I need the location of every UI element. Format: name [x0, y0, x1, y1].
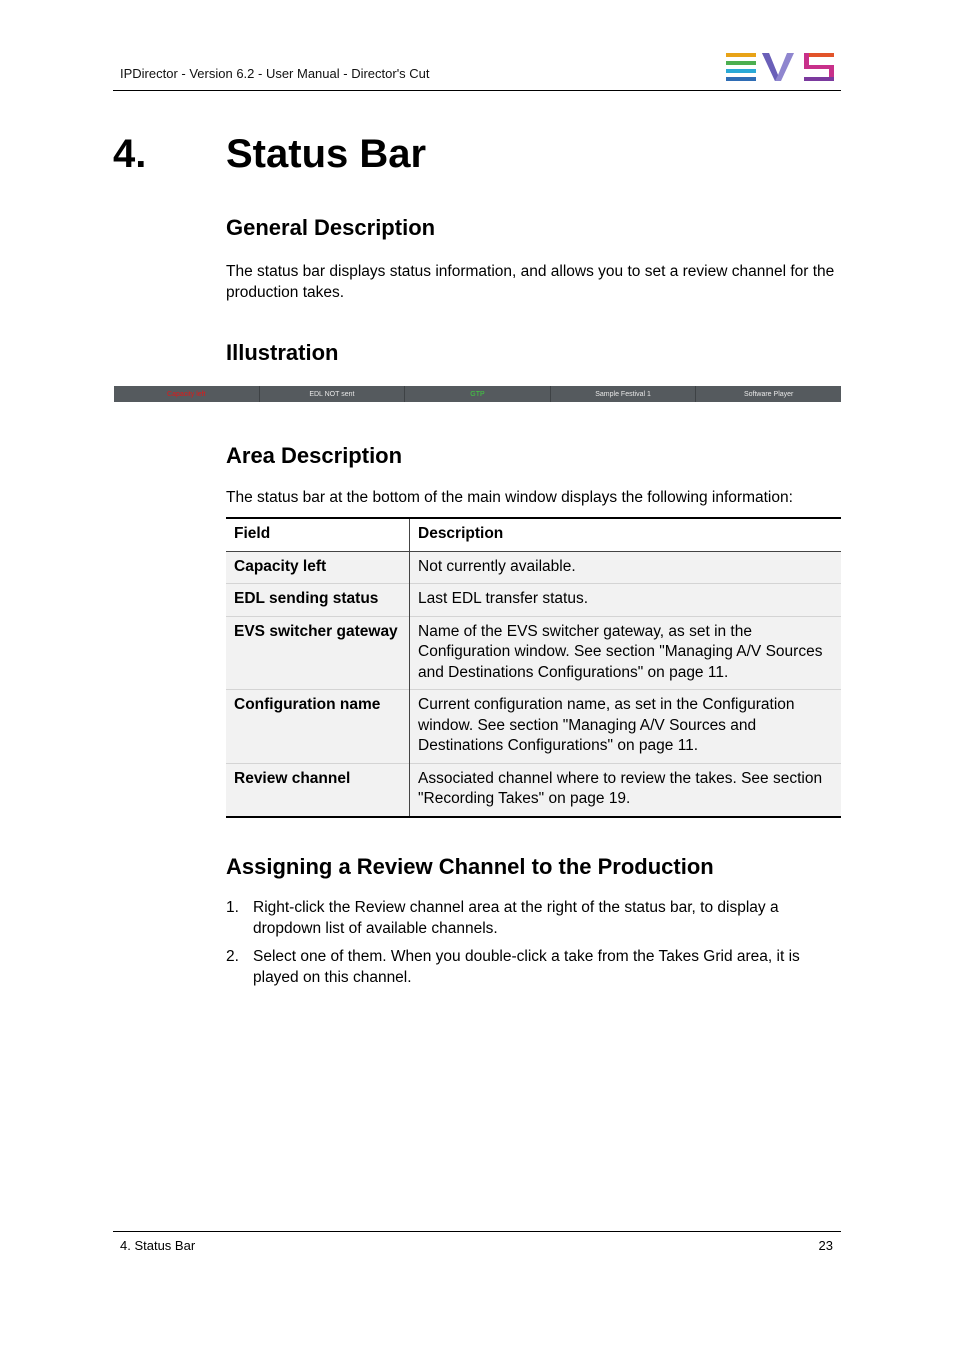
statusbar-configuration-name: Sample Festival 1 — [551, 386, 697, 402]
field-cell: Capacity left — [226, 551, 410, 584]
field-cell: EVS switcher gateway — [226, 616, 410, 690]
field-description-table — [226, 517, 841, 818]
evs-logo — [726, 53, 834, 81]
step-text: Right-click the Review channel area at the right of the status bar, to display a dropdown list of available channels. — [253, 899, 779, 937]
table-row — [226, 551, 841, 584]
step-text: Select one of them. When you double-click a take from the Takes Grid area, it is played on this channel. — [253, 948, 800, 986]
status-bar-illustration — [114, 386, 841, 402]
statusbar-switcher-gateway: GTP — [405, 386, 551, 402]
footer-section: 4. Status Bar — [120, 1238, 196, 1253]
heading-area-description: Area Description — [226, 443, 403, 468]
statusbar-capacity-left: Capacity left — [114, 386, 260, 402]
heading-assign-review-channel: Assigning a Review Channel to the Production — [226, 854, 714, 879]
field-cell: Configuration name — [226, 690, 410, 764]
statusbar-review-channel: Software Player — [743, 390, 794, 398]
table-row — [226, 690, 841, 764]
table-row — [226, 584, 841, 617]
header-rule — [113, 90, 841, 91]
running-header: IPDirector - Version 6.2 - User Manual - Director's Cut — [120, 66, 430, 81]
footer-rule — [113, 1231, 841, 1232]
step-number: 2. — [226, 948, 239, 965]
step-number: 1. — [226, 899, 239, 916]
description-cell: Last EDL transfer status. — [410, 584, 842, 617]
field-cell: Review channel — [226, 763, 410, 817]
heading-general-description: General Description — [226, 215, 436, 240]
chapter-number: 4. — [113, 132, 147, 176]
description-cell: Name of the EVS switcher gateway, as set in the Configuration window. See section "Managing A/V Sources and Destinations Configurations" on page 11. — [410, 616, 842, 690]
description-cell: Not currently available. — [410, 551, 842, 584]
table-row — [226, 763, 841, 817]
column-header-description: Description — [410, 518, 842, 551]
procedure-steps — [226, 898, 826, 996]
description-cell: Current configuration name, as set in the Configuration window. See section "Managing A/V Sources and Destinations Configurations" on page 11. — [410, 690, 842, 764]
field-cell: EDL sending status — [226, 584, 410, 617]
area-description-intro: The status bar at the bottom of the main window displays the following information: — [226, 489, 793, 506]
table-header-row — [226, 518, 841, 551]
page-number: 23 — [818, 1238, 833, 1253]
statusbar-edl-status: EDL NOT sent — [260, 386, 406, 402]
chapter-title: Status Bar — [226, 132, 427, 176]
list-item — [226, 947, 826, 988]
table-row — [226, 616, 841, 690]
general-description-text: The status bar displays status information, and allows you to set a review channel for the production takes. — [226, 263, 835, 301]
description-cell: Associated channel where to review the takes. See section "Recording Takes" on page 19. — [410, 763, 842, 817]
column-header-field: Field — [226, 518, 410, 551]
list-item — [226, 898, 826, 939]
heading-illustration: Illustration — [226, 340, 339, 365]
